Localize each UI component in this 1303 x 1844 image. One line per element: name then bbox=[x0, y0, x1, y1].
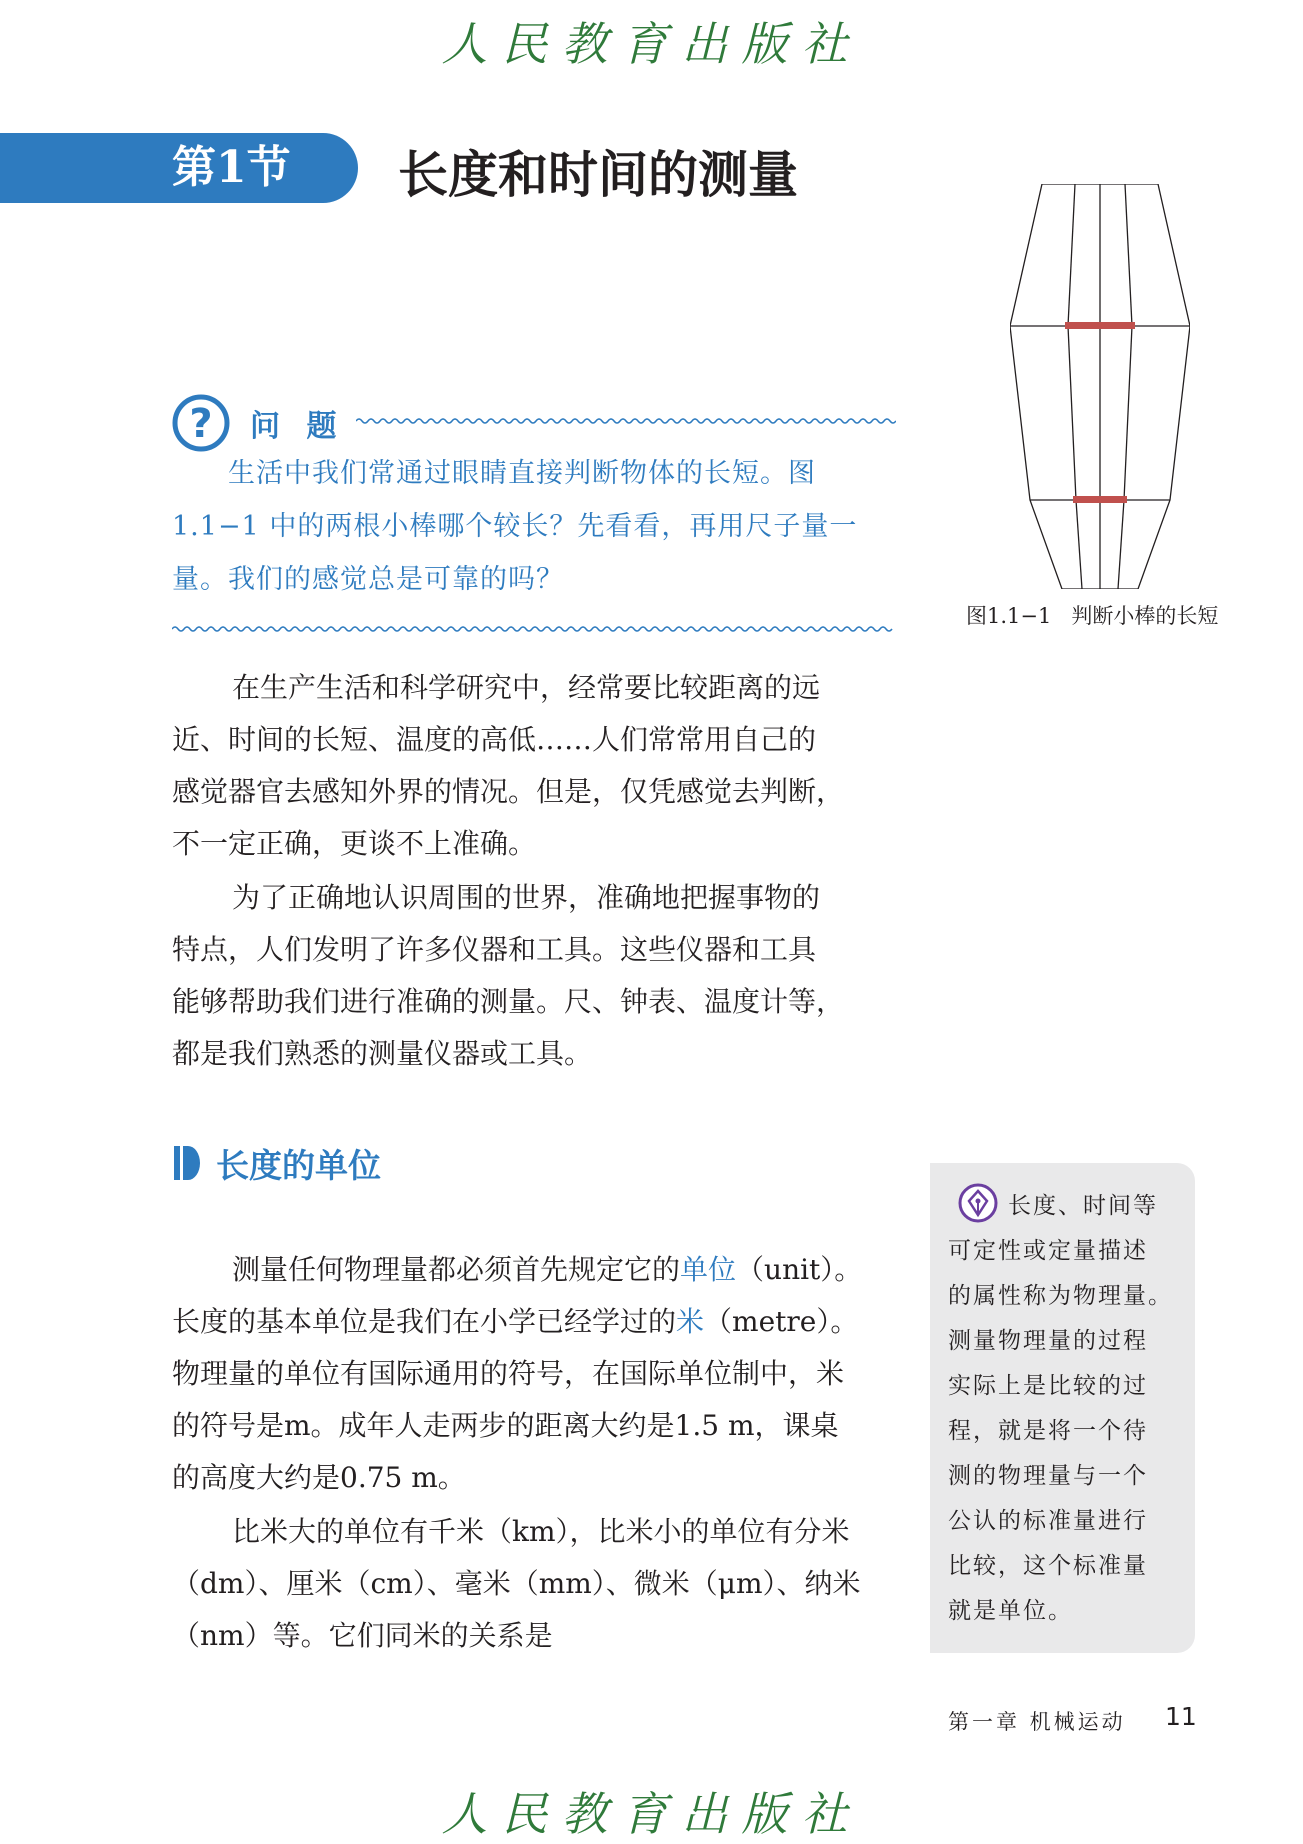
side-note-line: 实际上是比较的过 bbox=[948, 1373, 1148, 1399]
paragraph-line: 比米大的单位有千米（km），比米小的单位有分米 bbox=[232, 1515, 850, 1548]
figure-caption: 图1.1−1 判断小棒的长短 bbox=[966, 604, 1219, 628]
paragraph-line: 在生产生活和科学研究中，经常要比较距离的远 bbox=[232, 671, 821, 704]
paragraph-line: 为了正确地认识周围的世界，准确地把握事物的 bbox=[232, 881, 821, 914]
text-run: （unit）。 bbox=[736, 1253, 863, 1286]
text-run: （metre）。 bbox=[704, 1305, 859, 1338]
subsection-title: 长度的单位 bbox=[216, 1146, 381, 1185]
term-unit: 单位 bbox=[680, 1253, 737, 1286]
side-note-line: 长度、时间等 bbox=[1008, 1193, 1158, 1219]
section-number-tab: 第1节 bbox=[0, 133, 358, 203]
paragraph-line: 特点，人们发明了许多仪器和工具。这些仪器和工具 bbox=[172, 933, 817, 966]
publisher-logo: 人民教育出版社 bbox=[441, 1787, 862, 1841]
rod-band-lower bbox=[1073, 496, 1127, 503]
paragraph-line: 的符号是m。成年人走两步的距离大约是1.5 m，课桌 bbox=[172, 1409, 839, 1442]
wavy-divider-top bbox=[356, 416, 896, 426]
svg-text:?: ? bbox=[189, 401, 213, 447]
paragraph-line: 的高度大约是0.75 m。 bbox=[172, 1461, 466, 1494]
paragraph-line: （nm）等。它们同米的关系是 bbox=[172, 1619, 553, 1652]
paragraph-line bbox=[172, 1296, 896, 1348]
term-metre: 米 bbox=[676, 1305, 705, 1338]
side-note-line: 的属性称为物理量。 bbox=[948, 1283, 1173, 1309]
side-note-line: 程，就是将一个待 bbox=[948, 1418, 1148, 1444]
side-note-line: 就是单位。 bbox=[948, 1598, 1073, 1624]
paragraph-line: 都是我们熟悉的测量仪器或工具。 bbox=[172, 1037, 593, 1070]
publisher-logo: 人民教育出版社 bbox=[441, 17, 862, 71]
paragraph-line: 能够帮助我们进行准确的测量。尺、钟表、温度计等， bbox=[172, 985, 845, 1018]
side-note-line: 可定性或定量描述 bbox=[948, 1238, 1148, 1264]
side-note-line: 测的物理量与一个 bbox=[948, 1463, 1148, 1489]
side-note-line: 比较，这个标准量 bbox=[948, 1553, 1148, 1579]
wavy-divider-bottom bbox=[172, 624, 896, 634]
question-label: 问 题 bbox=[250, 409, 345, 444]
paragraph-line: 不一定正确，更谈不上准确。 bbox=[172, 827, 537, 860]
side-note-line: 公认的标准量进行 bbox=[948, 1508, 1148, 1534]
rod-band-upper bbox=[1065, 322, 1135, 329]
paragraph-line: （dm）、厘米（cm）、毫米（mm）、微米（μm）、纳米 bbox=[172, 1567, 861, 1600]
text-run: 测量任何物理量都必须首先规定它的 bbox=[232, 1253, 681, 1286]
question-icon bbox=[172, 394, 230, 452]
paragraph-line: 物理量的单位有国际通用的符号，在国际单位制中，米 bbox=[172, 1357, 845, 1390]
question-text-line: 1.1−1 中的两根小棒哪个较长？先看看，再用尺子量一 bbox=[172, 511, 858, 542]
pen-nib-icon bbox=[958, 1183, 998, 1223]
side-note-line: 测量物理量的过程 bbox=[948, 1328, 1148, 1354]
question-text-line: 量。我们的感觉总是可靠的吗？ bbox=[172, 564, 564, 595]
section-title: 长度和时间的测量 bbox=[398, 145, 798, 204]
text-run: 长度的基本单位是我们在小学已经学过的 bbox=[172, 1305, 677, 1338]
paragraph-line bbox=[232, 1244, 956, 1296]
paragraph-line: 近、时间的长短、温度的高低……人们常常用自己的 bbox=[172, 723, 817, 756]
rod-illusion-figure bbox=[1010, 184, 1190, 589]
footer-chapter: 第一章 机械运动 bbox=[948, 1710, 1126, 1734]
question-text-line: 生活中我们常通过眼睛直接判断物体的长短。图 bbox=[228, 458, 816, 489]
paragraph-line: 感觉器官去感知外界的情况。但是，仅凭感觉去判断， bbox=[172, 775, 845, 808]
subsection-marker-icon bbox=[174, 1146, 200, 1180]
page-number: 11 bbox=[1165, 1702, 1197, 1731]
